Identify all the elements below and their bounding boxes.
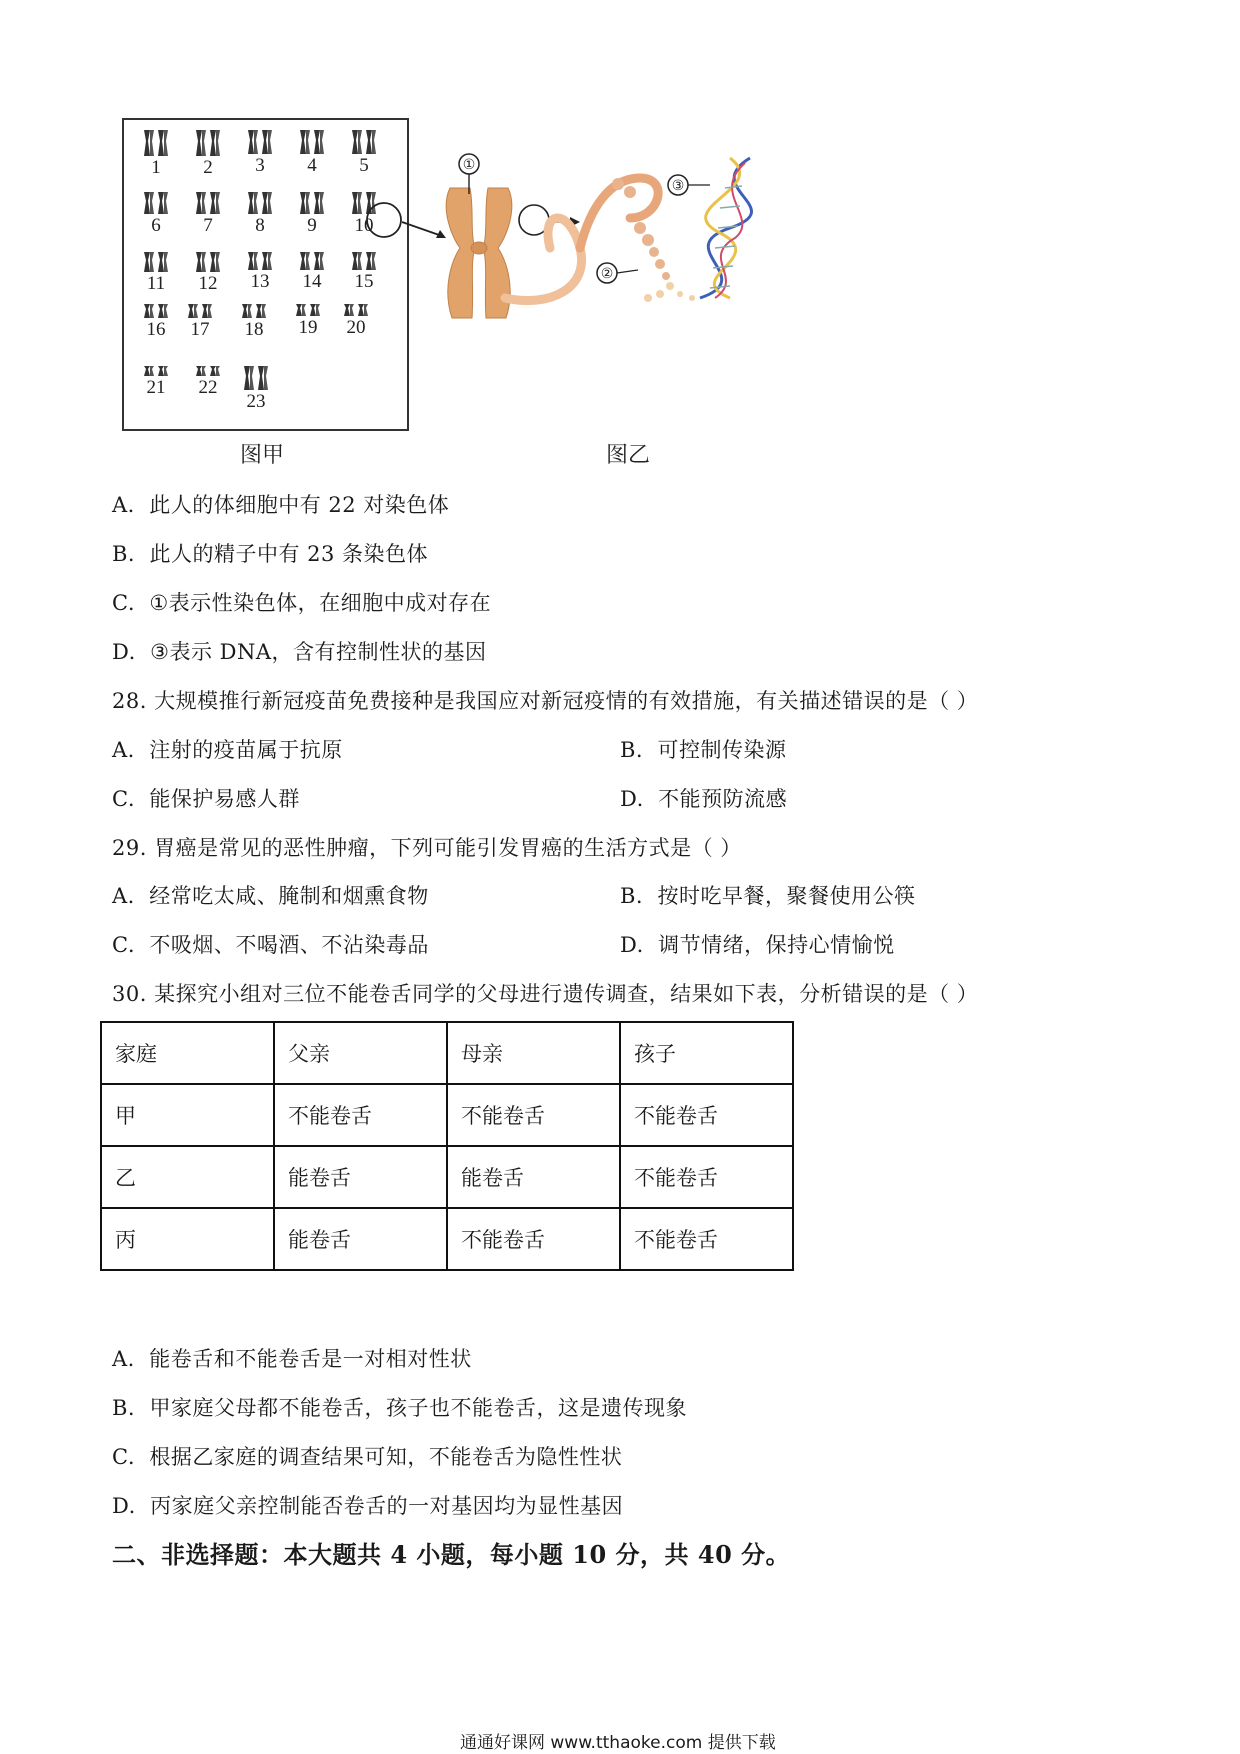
q29-stem: 29. 胃癌是常见的恶性肿瘤，下列可能引发胃癌的生活方式是（ ）: [112, 836, 742, 860]
table-cell: 不能卷舌: [447, 1208, 620, 1270]
q30-option-c: C. 根据乙家庭的调查结果可知，不能卷舌为隐性性状: [112, 1445, 623, 1469]
chromosome-icon: [191, 364, 225, 378]
chromosome-icon: [243, 250, 277, 272]
chromosome-pair-6: [136, 190, 176, 236]
chromosome-number: 12: [198, 273, 218, 294]
q29-option-a: A. 经常吃太咸、腌制和烟熏食物: [112, 884, 429, 908]
chromosome-number: 20: [346, 317, 366, 338]
chromosome-icon: [243, 190, 277, 216]
chromosome-number: 15: [354, 271, 374, 292]
table-cell: 不能卷舌: [620, 1208, 793, 1270]
chromosome-number: 4: [307, 155, 317, 176]
chromosome-pair-15: [344, 250, 384, 292]
table-header-row: [101, 1022, 793, 1084]
chromosome-pair-5: [344, 128, 384, 176]
table-cell: 能卷舌: [447, 1146, 620, 1208]
chromosome-icon: [183, 302, 217, 320]
chromosome-pair-22: [188, 364, 228, 398]
chromosome-icon: [139, 128, 173, 158]
chromosome-number: 7: [203, 215, 213, 236]
q29-option-d: D. 调节情绪，保持心情愉悦: [620, 933, 895, 957]
chromosome-number: 18: [244, 319, 264, 340]
chromosome-icon: [295, 190, 329, 216]
q29-option-c: C. 不吸烟、不喝酒、不沾染毒品: [112, 933, 429, 957]
chromosome-pair-12: [188, 250, 228, 294]
table-row: [101, 1084, 793, 1146]
table-cell: 乙: [101, 1146, 274, 1208]
chromosome-number: 13: [250, 271, 270, 292]
marker-2-label: ②: [600, 266, 614, 282]
chromosome-number: 9: [307, 215, 317, 236]
chromosome-number: 11: [146, 273, 166, 294]
chromosome-icon: [239, 364, 273, 392]
chromosome-number: 22: [198, 377, 218, 398]
chromosome-number: 10: [354, 215, 374, 236]
caption-yi: 图乙: [606, 443, 651, 468]
q27-option-a: A. 此人的体细胞中有 22 对染色体: [112, 493, 450, 517]
chromosome-icon: [291, 302, 325, 318]
chromosome-number: 16: [146, 319, 166, 340]
chromosome-icon: [243, 128, 277, 156]
heredity-table: [100, 1021, 794, 1271]
q30-option-d: D. 丙家庭父亲控制能否卷舌的一对基因均为显性基因: [112, 1494, 624, 1518]
table-cell: 不能卷舌: [447, 1084, 620, 1146]
chromosome-pair-18: [234, 302, 274, 340]
chromosome-number: 6: [151, 215, 161, 236]
chromosome-pair-14: [292, 250, 332, 292]
q30-option-a: A. 能卷舌和不能卷舌是一对相对性状: [112, 1347, 472, 1371]
q28-option-b: B. 可控制传染源: [620, 738, 787, 762]
chromosome-icon: [139, 302, 173, 320]
highlight-circle-10: [364, 202, 404, 238]
marker-3-label: ③: [671, 178, 685, 194]
chromosome-pair-13: [240, 250, 280, 292]
q28-option-a: A. 注射的疫苗属于抗原: [112, 738, 343, 762]
chromosome-icon: [295, 250, 329, 272]
table-cell: 能卷舌: [274, 1146, 447, 1208]
table-cell: 丙: [101, 1208, 274, 1270]
footer-watermark: 通通好课网 www.tthaoke.com 提供下载: [460, 1733, 776, 1753]
chromatin-coil-icon: [505, 178, 658, 301]
chromosome-dna-figure: [430, 148, 830, 328]
chromosome-number: 23: [246, 391, 266, 412]
chromosome-icon: [237, 302, 271, 320]
chromosome-pair-2: [188, 128, 228, 178]
dna-helix-icon: [700, 158, 752, 298]
chromosome-pair-23: [236, 364, 276, 412]
chromosome-number: 17: [190, 319, 210, 340]
table-cell: 能卷舌: [274, 1208, 447, 1270]
chromosome-pair-11: [136, 250, 176, 294]
marker-1-label: ①: [462, 157, 476, 173]
chromosome-pair-8: [240, 190, 280, 236]
table-header-cell: 家庭: [101, 1022, 274, 1084]
chromosome-icon: [295, 128, 329, 156]
q30-stem: 30. 某探究小组对三位不能卷舌同学的父母进行遗传调查，结果如下表，分析错误的是（ ）: [112, 982, 979, 1006]
chromosome-pair-17: [180, 302, 220, 340]
chromosome-pair-20: [336, 302, 376, 338]
table-cell: 不能卷舌: [620, 1146, 793, 1208]
q28-option-d: D. 不能预防流感: [620, 787, 788, 811]
chromosome-pair-19: [288, 302, 328, 338]
chromosome-icon: [191, 190, 225, 216]
table-cell: 甲: [101, 1084, 274, 1146]
chromosome-pair-4: [292, 128, 332, 176]
karyotype-figure: [122, 118, 409, 431]
table-header-cell: 母亲: [447, 1022, 620, 1084]
table-header-cell: 孩子: [620, 1022, 793, 1084]
chromosome-icon: [191, 250, 225, 274]
chromosome-number: 8: [255, 215, 265, 236]
q27-option-c: C. ①表示性染色体，在细胞中成对存在: [112, 591, 492, 615]
chromosome-icon: [347, 128, 381, 156]
chromosome-pair-7: [188, 190, 228, 236]
q30-option-b: B. 甲家庭父母都不能卷舌，孩子也不能卷舌，这是遗传现象: [112, 1396, 687, 1420]
chromosome-icon: [339, 302, 373, 318]
chromosome-number: 21: [146, 377, 166, 398]
table-cell: 不能卷舌: [620, 1084, 793, 1146]
q28-stem: 28. 大规模推行新冠疫苗免费接种是我国应对新冠疫情的有效措施，有关描述错误的是（ ）: [112, 689, 979, 713]
chromosome-number: 3: [255, 155, 265, 176]
chromosome-number: 5: [359, 155, 369, 176]
chromosome-icon: [139, 250, 173, 274]
chromosome-number: 14: [302, 271, 322, 292]
chromosome-icon: [347, 250, 381, 272]
table-row: [101, 1146, 793, 1208]
chromosome-number: 2: [203, 157, 213, 178]
chromosome-pair-9: [292, 190, 332, 236]
chromosome-icon: [139, 364, 173, 378]
table-header-cell: 父亲: [274, 1022, 447, 1084]
q28-option-c: C. 能保护易感人群: [112, 787, 300, 811]
chromosome-pair-1: [136, 128, 176, 178]
chromosome-icon: [191, 128, 225, 158]
q29-option-b: B. 按时吃早餐，聚餐使用公筷: [620, 884, 916, 908]
q27-option-b: B. 此人的精子中有 23 条染色体: [112, 542, 429, 566]
table-cell: 不能卷舌: [274, 1084, 447, 1146]
chromosome-pair-3: [240, 128, 280, 176]
chromosome-number: 19: [298, 317, 318, 338]
chromosome-icon: [139, 190, 173, 216]
chromosome-pair-21: [136, 364, 176, 398]
section-2-title: 二、非选择题：本大题共 4 小题，每小题 10 分，共 40 分。: [112, 1540, 791, 1569]
q27-option-d: D. ③表示 DNA，含有控制性状的基因: [112, 640, 487, 664]
chromosome-number: 1: [151, 157, 161, 178]
chromosome-pair-16: [136, 302, 176, 340]
table-row: [101, 1208, 793, 1270]
caption-jia: 图甲: [240, 443, 285, 468]
